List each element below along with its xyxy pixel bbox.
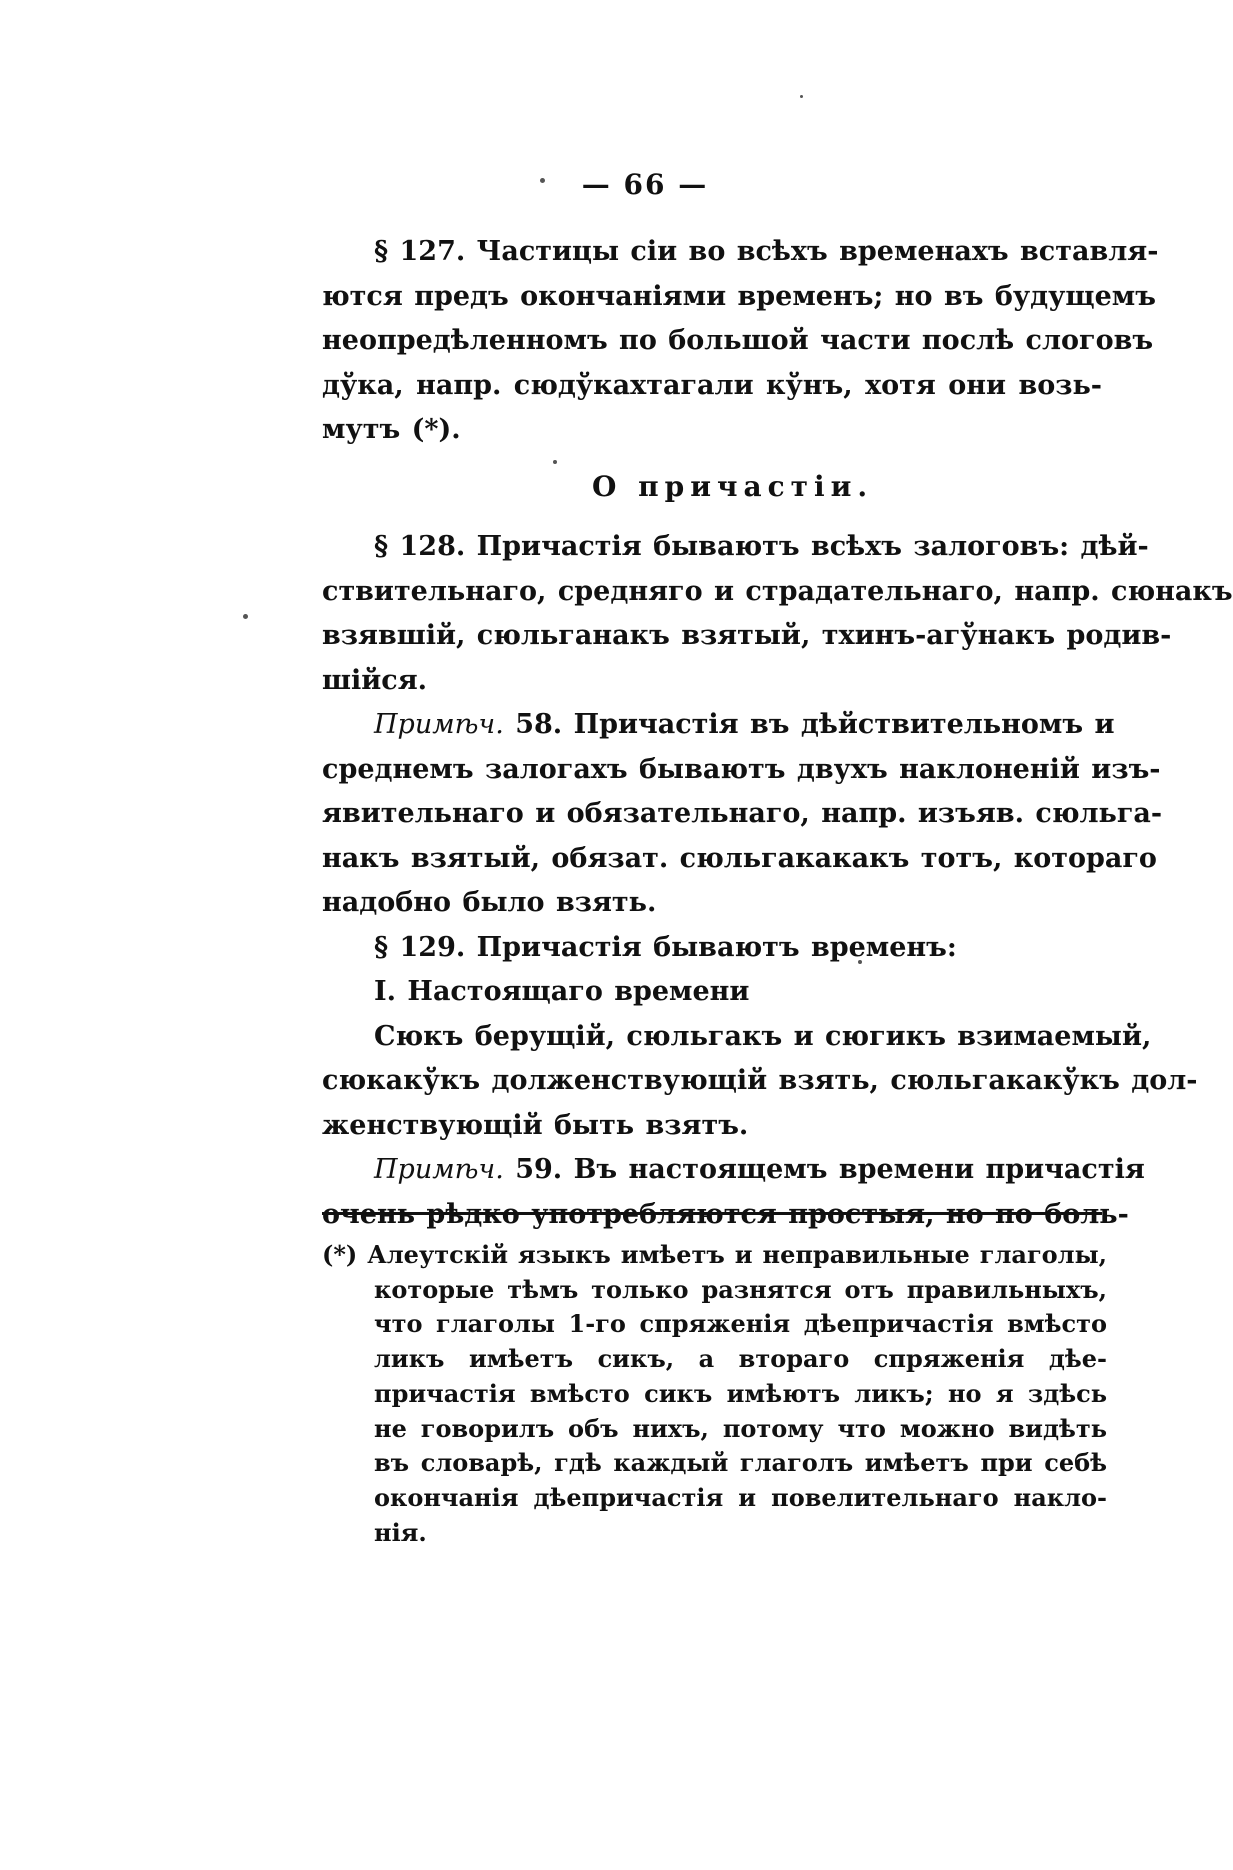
- note-label: Примѣч.: [374, 709, 504, 740]
- footnote: [322, 1238, 1107, 1550]
- footnote-line: (*) Алеутскій языкъ имѣетъ и неправильные глаголы,: [322, 1240, 1107, 1269]
- text-line: мутъ (*).: [322, 414, 461, 445]
- text-line: сюкакўкъ долженствующій взять, сюльгакакўкъ дол-: [322, 1065, 1198, 1096]
- text-line: накъ взятый, обязат. сюльгакакакъ тотъ, котораго: [322, 842, 1157, 874]
- text-line: женствующій быть взятъ.: [322, 1109, 749, 1141]
- scan-speck: [243, 614, 248, 619]
- footnote-divider: [322, 1212, 1102, 1215]
- page-number: — 66 —: [581, 168, 709, 201]
- note-58-text: 58. Причастія въ дѣйствительномъ и: [503, 709, 1115, 740]
- footnote-line: окончанія дѣепричастія и повелительнаго накло-: [374, 1482, 1107, 1512]
- text-line: надобно было взять.: [322, 887, 657, 918]
- note-label: Примѣч.: [374, 1154, 504, 1185]
- section-128: [322, 525, 1233, 1237]
- footnote-line: въ словарѣ, гдѣ каждый глаголъ имѣетъ при себѣ: [374, 1448, 1107, 1478]
- text-line: ствительнаго, средняго и страдательнаго, напр. сюнакъ: [322, 575, 1233, 607]
- note-59-text: 59. Въ настоящемъ времени причастія: [503, 1154, 1145, 1185]
- text-line: среднемъ залогахъ бываютъ двухъ наклоненій изъ-: [322, 753, 1161, 785]
- footnote-line: которые тѣмъ только разнятся отъ правильныхъ,: [374, 1274, 1107, 1304]
- text-line: очень рѣдко употребляются простыя, но по боль-: [322, 1198, 1129, 1230]
- scan-speck: [800, 95, 803, 98]
- note-59-first-line: [322, 1148, 1145, 1193]
- note-58-first-line: [322, 703, 1115, 748]
- text-line: дўка, напр. сюдўкахтагали кўнъ, хотя они возь-: [322, 369, 1102, 401]
- footnote-line: ликъ имѣетъ сикъ, а втораго спряженія дѣе-: [374, 1344, 1107, 1374]
- text-line: явительнаго и обязательнаго, напр. изъяв. сюльга-: [322, 798, 1163, 829]
- text-line: Сюкъ берущій, сюльгакъ и сюгикъ взимаемый,: [374, 1020, 1152, 1052]
- footnote-line: причастія вмѣсто сикъ имѣютъ ликъ; но я здѣсь: [374, 1378, 1107, 1408]
- text-line: неопредѣленномъ по большой части послѣ слоговъ: [322, 325, 1154, 356]
- footnote-line: нія.: [374, 1517, 427, 1547]
- text-line: шійся.: [322, 664, 428, 696]
- footnote-line: не говорилъ объ нихъ, потому что можно видѣть: [374, 1413, 1107, 1443]
- text-line: § 128. Причастія бываютъ всѣхъ залоговъ: дѣй-: [374, 531, 1149, 562]
- section-129-title: § 129. Причастія бываютъ временъ:: [374, 931, 957, 963]
- section-127: [322, 230, 1159, 453]
- footnote-line: что глаголы 1-го спряженія дѣепричастія вмѣсто: [374, 1309, 1107, 1339]
- scan-speck: [553, 460, 557, 464]
- section-heading: О причастіи.: [592, 470, 874, 503]
- text-line: взявшій, сюльганакъ взятый, тхинъ-агўнакъ родив-: [322, 620, 1172, 651]
- section-129-subtitle: I. Настоящаго времени: [374, 976, 750, 1007]
- text-line: § 127. Частицы сіи во всѣхъ временахъ вставля-: [374, 236, 1159, 267]
- text-line: ются предъ окончаніями временъ; но въ будущемъ: [322, 280, 1156, 312]
